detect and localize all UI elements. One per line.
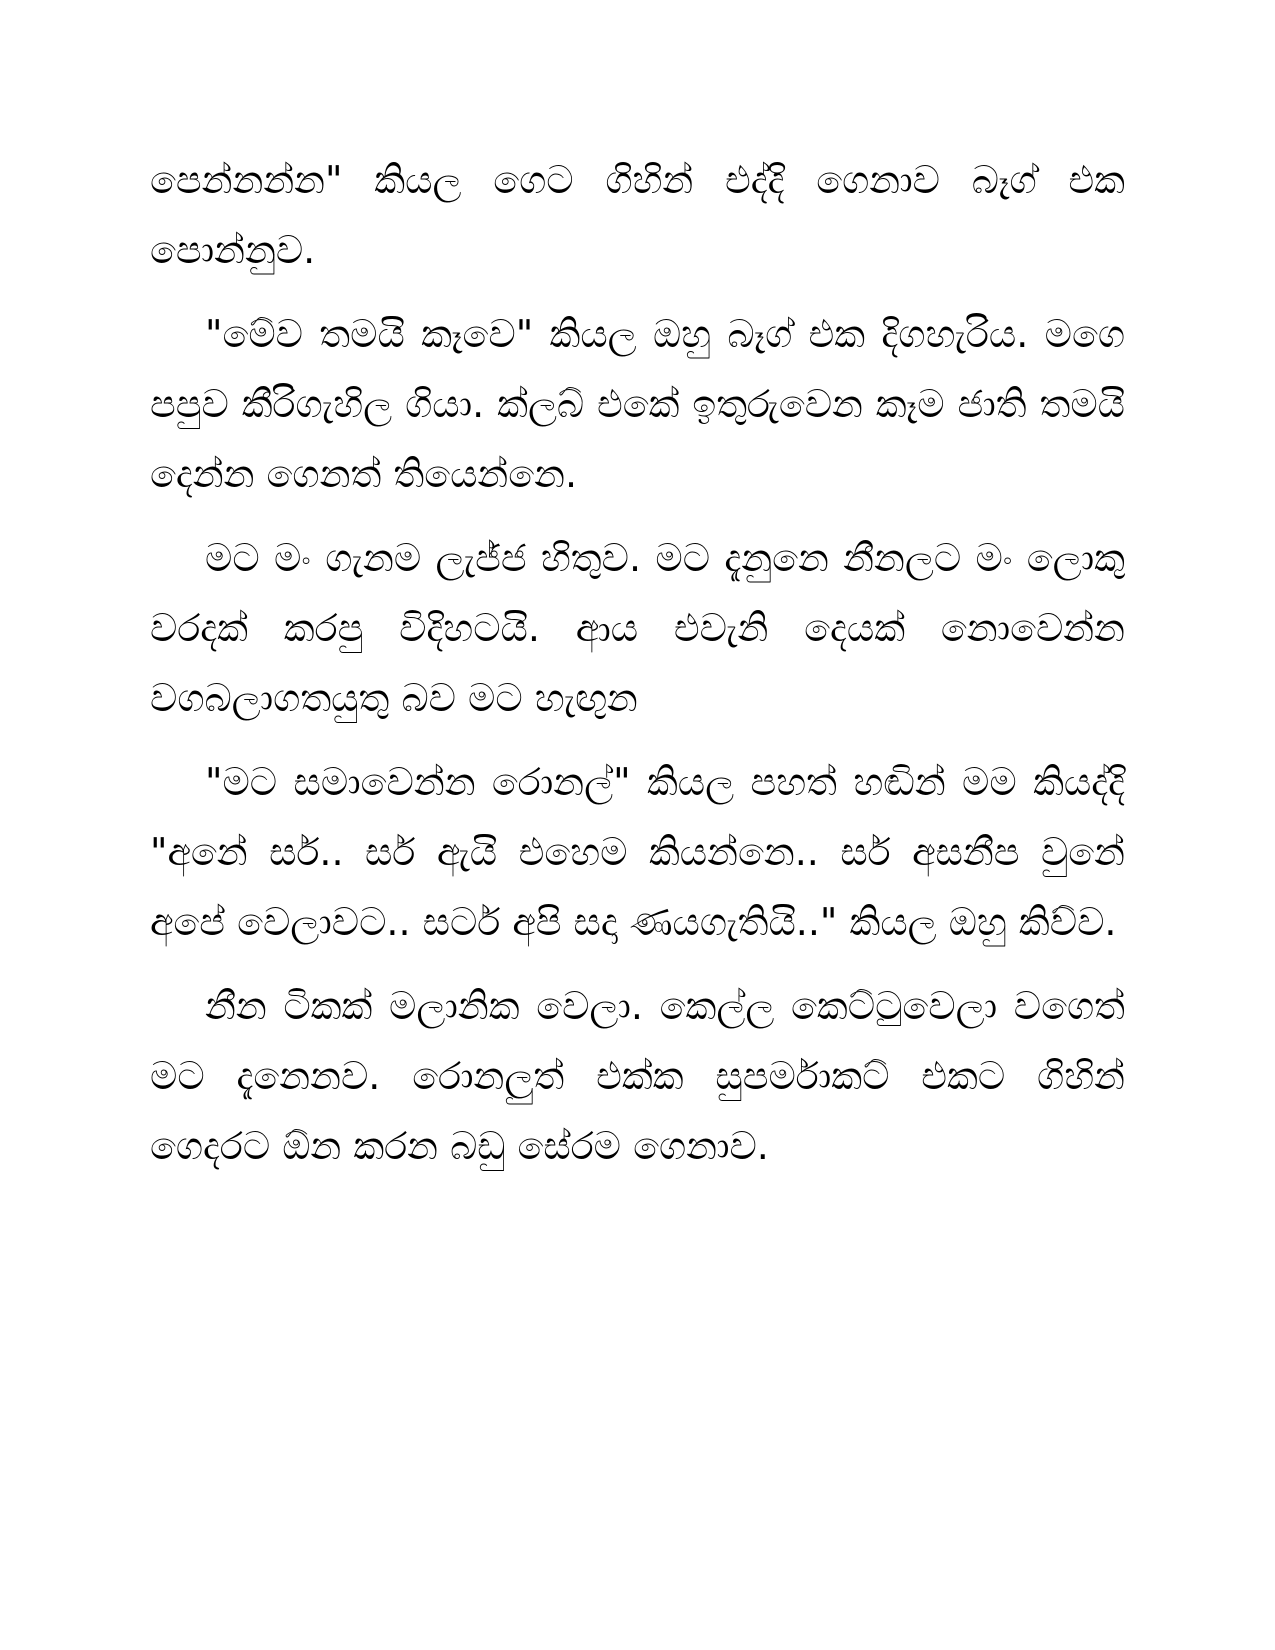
paragraph-3: මට මං ගැනම ලැජ්ජ හිතුව. මට දැනුනෙ නීනලට මං ලොකු වරදක් කරපු විදිහටයි. ආය එවැනි දෙයක් නොවෙන්න වගබලාගතයුතු බව මට හැඟුන <box>150 536 1125 720</box>
paragraph-1: පෙන්නන්න" කියල ගෙට ගිහින් එද්දි ගෙනාව බෑග් එක පොන්නුව. <box>150 158 1125 272</box>
paragraph-5: නීන ටිකක් මලානික වෙලා. කෙල්ල කෙට්ටුවෙලා වගෙත් මට දැනෙනව. රොනලුත් එක්ක සුපර්මාකට් එකට ගිහින් ගෙදරට ඕන කරන බඩු සේරම ගෙනාව. <box>150 984 1125 1168</box>
body-text <box>150 145 1125 1195</box>
paragraph-4: "මට සමාවෙන්න රොනල්" කියල පහත් හඬින් මම කියද්දි "අනේ සර්.. සර් ඇයි එහෙම කියන්නෙ.. සර් අසනීප වුනේ අපේ වෙලාවට.. සර්ට අපි සදා ණයගැතියි.." කියල ඔහු කිව්ව. <box>150 760 1125 944</box>
paragraph-2: "මේව තමයි කෑවෙ" කියල ඔහු බෑග් එක දිගහැරිය. මගෙ පපුව කීරිගැහිල ගියා. ක්ලබ් එකේ ඉතුරුවෙන කෑම ජාති තමයි දෙන්න ගෙනත් තියෙන්නෙ. <box>150 312 1125 496</box>
